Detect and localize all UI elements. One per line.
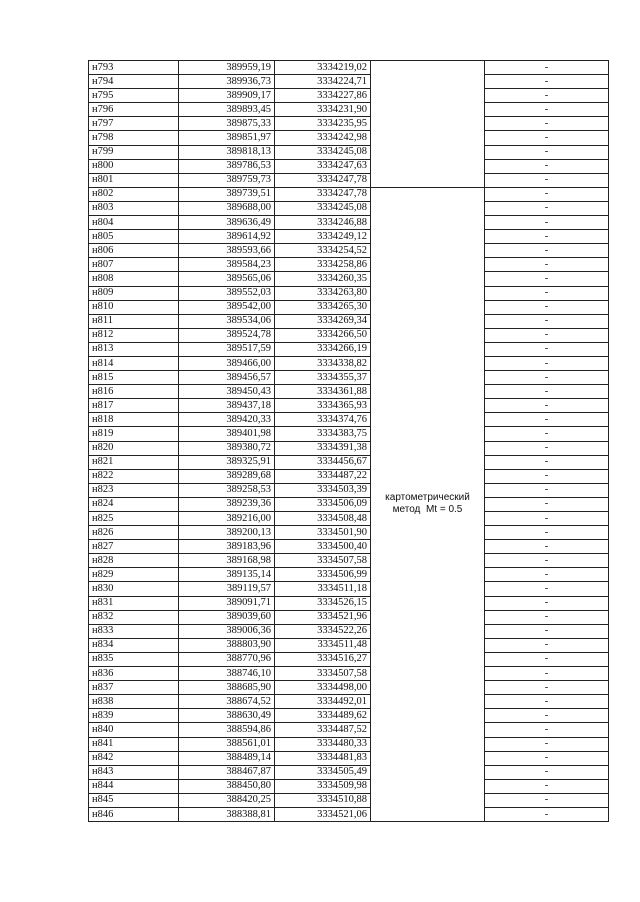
x-coordinate-cell: 388594,86 [179, 723, 275, 737]
table-row [89, 624, 609, 638]
table-row [89, 807, 609, 821]
table-row [89, 413, 609, 427]
table-row [89, 103, 609, 117]
x-coordinate-cell: 389450,43 [179, 385, 275, 399]
y-coordinate-cell: 3334487,52 [275, 723, 371, 737]
y-coordinate-cell: 3334254,52 [275, 244, 371, 258]
point-id-cell: н819 [89, 427, 179, 441]
y-coordinate-cell: 3334509,98 [275, 779, 371, 793]
point-id-cell: н815 [89, 371, 179, 385]
y-coordinate-cell: 3334355,37 [275, 371, 371, 385]
x-coordinate-cell: 389466,00 [179, 356, 275, 370]
dash-cell: - [485, 103, 609, 117]
table-row [89, 681, 609, 695]
x-coordinate-cell: 389534,06 [179, 314, 275, 328]
y-coordinate-cell: 3334511,48 [275, 638, 371, 652]
dash-cell: - [485, 483, 609, 497]
dash-cell: - [485, 441, 609, 455]
point-id-cell: н813 [89, 342, 179, 356]
point-id-cell: н796 [89, 103, 179, 117]
x-coordinate-cell: 389614,92 [179, 230, 275, 244]
x-coordinate-cell: 388803,90 [179, 638, 275, 652]
y-coordinate-cell: 3334224,71 [275, 75, 371, 89]
y-coordinate-cell: 3334487,22 [275, 469, 371, 483]
dash-cell: - [485, 793, 609, 807]
dash-cell: - [485, 526, 609, 540]
table-row [89, 610, 609, 624]
point-id-cell: н804 [89, 216, 179, 230]
table-row [89, 159, 609, 173]
table-row [89, 737, 609, 751]
point-id-cell: н829 [89, 568, 179, 582]
point-id-cell: н806 [89, 244, 179, 258]
method-cell-group-1 [371, 61, 485, 188]
y-coordinate-cell: 3334263,80 [275, 286, 371, 300]
x-coordinate-cell: 389936,73 [179, 75, 275, 89]
y-coordinate-cell: 3334231,90 [275, 103, 371, 117]
dash-cell: - [485, 89, 609, 103]
y-coordinate-cell: 3334481,83 [275, 751, 371, 765]
y-coordinate-cell: 3334492,01 [275, 695, 371, 709]
y-coordinate-cell: 3334383,75 [275, 427, 371, 441]
point-id-cell: н793 [89, 61, 179, 75]
y-coordinate-cell: 3334480,33 [275, 737, 371, 751]
dash-cell: - [485, 145, 609, 159]
dash-cell: - [485, 272, 609, 286]
y-coordinate-cell: 3334526,15 [275, 596, 371, 610]
y-coordinate-cell: 3334242,98 [275, 131, 371, 145]
point-id-cell: н840 [89, 723, 179, 737]
point-id-cell: н800 [89, 159, 179, 173]
point-id-cell: н846 [89, 807, 179, 821]
y-coordinate-cell: 3334227,86 [275, 89, 371, 103]
table-row [89, 131, 609, 145]
point-id-cell: н844 [89, 779, 179, 793]
x-coordinate-cell: 389006,36 [179, 624, 275, 638]
x-coordinate-cell: 388630,49 [179, 709, 275, 723]
x-coordinate-cell: 389959,19 [179, 61, 275, 75]
dash-cell: - [485, 695, 609, 709]
point-id-cell: н811 [89, 314, 179, 328]
table-row [89, 582, 609, 596]
y-coordinate-cell: 3334516,27 [275, 652, 371, 666]
point-id-cell: н828 [89, 554, 179, 568]
point-id-cell: н816 [89, 385, 179, 399]
point-id-cell: н824 [89, 497, 179, 511]
table-row [89, 779, 609, 793]
table-row [89, 596, 609, 610]
x-coordinate-cell: 389216,00 [179, 512, 275, 526]
x-coordinate-cell: 389168,98 [179, 554, 275, 568]
table-row [89, 89, 609, 103]
x-coordinate-cell: 389542,00 [179, 300, 275, 314]
x-coordinate-cell: 389325,91 [179, 455, 275, 469]
x-coordinate-cell: 389401,98 [179, 427, 275, 441]
point-id-cell: н822 [89, 469, 179, 483]
dash-cell: - [485, 385, 609, 399]
y-coordinate-cell: 3334365,93 [275, 399, 371, 413]
table-row [89, 695, 609, 709]
table-row [89, 483, 609, 497]
table-row [89, 286, 609, 300]
dash-cell: - [485, 667, 609, 681]
dash-cell: - [485, 455, 609, 469]
x-coordinate-cell: 389584,23 [179, 258, 275, 272]
table-row [89, 554, 609, 568]
x-coordinate-cell: 388685,90 [179, 681, 275, 695]
point-id-cell: н795 [89, 89, 179, 103]
table-row [89, 328, 609, 342]
point-id-cell: н834 [89, 638, 179, 652]
table-row [89, 427, 609, 441]
dash-cell: - [485, 638, 609, 652]
x-coordinate-cell: 389875,33 [179, 117, 275, 131]
x-coordinate-cell: 389456,57 [179, 371, 275, 385]
x-coordinate-cell: 389200,13 [179, 526, 275, 540]
x-coordinate-cell: 388746,10 [179, 667, 275, 681]
x-coordinate-cell: 389786,53 [179, 159, 275, 173]
table-row [89, 540, 609, 554]
dash-cell: - [485, 540, 609, 554]
dash-cell: - [485, 652, 609, 666]
table-row [89, 469, 609, 483]
dash-cell: - [485, 258, 609, 272]
table-row [89, 385, 609, 399]
point-id-cell: н838 [89, 695, 179, 709]
table-row [89, 216, 609, 230]
dash-cell: - [485, 173, 609, 187]
x-coordinate-cell: 389289,68 [179, 469, 275, 483]
y-coordinate-cell: 3334489,62 [275, 709, 371, 723]
point-id-cell: н803 [89, 201, 179, 215]
y-coordinate-cell: 3334338,82 [275, 356, 371, 370]
x-coordinate-cell: 389759,73 [179, 173, 275, 187]
dash-cell: - [485, 610, 609, 624]
dash-cell: - [485, 216, 609, 230]
dash-cell: - [485, 765, 609, 779]
table-row [89, 497, 609, 511]
table-row [89, 75, 609, 89]
y-coordinate-cell: 3334249,12 [275, 230, 371, 244]
table-row [89, 709, 609, 723]
point-id-cell: н798 [89, 131, 179, 145]
y-coordinate-cell: 3334507,58 [275, 554, 371, 568]
point-id-cell: н832 [89, 610, 179, 624]
y-coordinate-cell: 3334258,86 [275, 258, 371, 272]
x-coordinate-cell: 389437,18 [179, 399, 275, 413]
table-row [89, 512, 609, 526]
point-id-cell: н836 [89, 667, 179, 681]
y-coordinate-cell: 3334219,02 [275, 61, 371, 75]
dash-cell: - [485, 723, 609, 737]
dash-cell: - [485, 117, 609, 131]
point-id-cell: н833 [89, 624, 179, 638]
point-id-cell: н843 [89, 765, 179, 779]
y-coordinate-cell: 3334507,58 [275, 667, 371, 681]
y-coordinate-cell: 3334245,08 [275, 201, 371, 215]
dash-cell: - [485, 807, 609, 821]
table-row [89, 230, 609, 244]
dash-cell: - [485, 596, 609, 610]
dash-cell: - [485, 512, 609, 526]
point-id-cell: н807 [89, 258, 179, 272]
table-row [89, 455, 609, 469]
point-id-cell: н845 [89, 793, 179, 807]
x-coordinate-cell: 388770,96 [179, 652, 275, 666]
dash-cell: - [485, 681, 609, 695]
table-row [89, 638, 609, 652]
table-row [89, 187, 609, 201]
x-coordinate-cell: 389593,66 [179, 244, 275, 258]
point-id-cell: н826 [89, 526, 179, 540]
y-coordinate-cell: 3334505,49 [275, 765, 371, 779]
table-row [89, 272, 609, 286]
y-coordinate-cell: 3334266,50 [275, 328, 371, 342]
coordinates-table-body [89, 61, 609, 822]
point-id-cell: н842 [89, 751, 179, 765]
point-id-cell: н825 [89, 512, 179, 526]
y-coordinate-cell: 3334521,06 [275, 807, 371, 821]
y-coordinate-cell: 3334501,90 [275, 526, 371, 540]
x-coordinate-cell: 389851,97 [179, 131, 275, 145]
point-id-cell: н812 [89, 328, 179, 342]
point-id-cell: н827 [89, 540, 179, 554]
point-id-cell: н835 [89, 652, 179, 666]
table-row [89, 173, 609, 187]
point-id-cell: н818 [89, 413, 179, 427]
x-coordinate-cell: 388674,52 [179, 695, 275, 709]
x-coordinate-cell: 388450,80 [179, 779, 275, 793]
y-coordinate-cell: 3334235,95 [275, 117, 371, 131]
table-row [89, 371, 609, 385]
x-coordinate-cell: 389119,57 [179, 582, 275, 596]
table-row [89, 526, 609, 540]
dash-cell: - [485, 554, 609, 568]
dash-cell: - [485, 286, 609, 300]
point-id-cell: н808 [89, 272, 179, 286]
table-row [89, 751, 609, 765]
point-id-cell: н817 [89, 399, 179, 413]
table-row [89, 342, 609, 356]
y-coordinate-cell: 3334391,38 [275, 441, 371, 455]
table-row [89, 258, 609, 272]
table-row [89, 399, 609, 413]
table-row [89, 314, 609, 328]
y-coordinate-cell: 3334260,35 [275, 272, 371, 286]
point-id-cell: н805 [89, 230, 179, 244]
point-id-cell: н837 [89, 681, 179, 695]
y-coordinate-cell: 3334247,78 [275, 173, 371, 187]
y-coordinate-cell: 3334374,76 [275, 413, 371, 427]
dash-cell: - [485, 709, 609, 723]
x-coordinate-cell: 389909,17 [179, 89, 275, 103]
y-coordinate-cell: 3334500,40 [275, 540, 371, 554]
x-coordinate-cell: 389517,59 [179, 342, 275, 356]
x-coordinate-cell: 389039,60 [179, 610, 275, 624]
x-coordinate-cell: 389893,45 [179, 103, 275, 117]
point-id-cell: н823 [89, 483, 179, 497]
dash-cell: - [485, 371, 609, 385]
x-coordinate-cell: 389135,14 [179, 568, 275, 582]
dash-cell: - [485, 342, 609, 356]
table-row [89, 117, 609, 131]
y-coordinate-cell: 3334266,19 [275, 342, 371, 356]
point-id-cell: н799 [89, 145, 179, 159]
point-id-cell: н831 [89, 596, 179, 610]
y-coordinate-cell: 3334269,34 [275, 314, 371, 328]
point-id-cell: н809 [89, 286, 179, 300]
x-coordinate-cell: 389258,53 [179, 483, 275, 497]
x-coordinate-cell: 388420,25 [179, 793, 275, 807]
x-coordinate-cell: 388489,14 [179, 751, 275, 765]
y-coordinate-cell: 3334521,96 [275, 610, 371, 624]
dash-cell: - [485, 356, 609, 370]
x-coordinate-cell: 389739,51 [179, 187, 275, 201]
x-coordinate-cell: 389091,71 [179, 596, 275, 610]
point-id-cell: н839 [89, 709, 179, 723]
y-coordinate-cell: 3334361,88 [275, 385, 371, 399]
y-coordinate-cell: 3334245,08 [275, 145, 371, 159]
y-coordinate-cell: 3334503,39 [275, 483, 371, 497]
method-label-line-2: метод Mt = 0.5 [392, 504, 463, 516]
point-id-cell: н830 [89, 582, 179, 596]
dash-cell: - [485, 159, 609, 173]
dash-cell: - [485, 427, 609, 441]
x-coordinate-cell: 389688,00 [179, 201, 275, 215]
dash-cell: - [485, 131, 609, 145]
dash-cell: - [485, 201, 609, 215]
point-id-cell: н814 [89, 356, 179, 370]
dash-cell: - [485, 624, 609, 638]
table-row [89, 201, 609, 215]
x-coordinate-cell: 388388,81 [179, 807, 275, 821]
dash-cell: - [485, 568, 609, 582]
x-coordinate-cell: 389239,36 [179, 497, 275, 511]
dash-cell: - [485, 328, 609, 342]
y-coordinate-cell: 3334506,09 [275, 497, 371, 511]
y-coordinate-cell: 3334247,78 [275, 187, 371, 201]
table-row [89, 61, 609, 75]
dash-cell: - [485, 469, 609, 483]
y-coordinate-cell: 3334522,26 [275, 624, 371, 638]
x-coordinate-cell: 389636,49 [179, 216, 275, 230]
dash-cell: - [485, 61, 609, 75]
x-coordinate-cell: 388561,01 [179, 737, 275, 751]
x-coordinate-cell: 389380,72 [179, 441, 275, 455]
table-row [89, 765, 609, 779]
dash-cell: - [485, 230, 609, 244]
dash-cell: - [485, 413, 609, 427]
point-id-cell: н802 [89, 187, 179, 201]
dash-cell: - [485, 751, 609, 765]
y-coordinate-cell: 3334506,99 [275, 568, 371, 582]
y-coordinate-cell: 3334508,48 [275, 512, 371, 526]
point-id-cell: н820 [89, 441, 179, 455]
x-coordinate-cell: 389552,03 [179, 286, 275, 300]
point-id-cell: н801 [89, 173, 179, 187]
dash-cell: - [485, 187, 609, 201]
table-row [89, 667, 609, 681]
dash-cell: - [485, 779, 609, 793]
table-row [89, 300, 609, 314]
x-coordinate-cell: 388467,87 [179, 765, 275, 779]
point-id-cell: н841 [89, 737, 179, 751]
y-coordinate-cell: 3334456,67 [275, 455, 371, 469]
point-id-cell: н821 [89, 455, 179, 469]
dash-cell: - [485, 582, 609, 596]
dash-cell: - [485, 300, 609, 314]
method-label-line-1: картометрический [385, 492, 470, 504]
table-row [89, 652, 609, 666]
point-id-cell: н810 [89, 300, 179, 314]
y-coordinate-cell: 3334511,18 [275, 582, 371, 596]
x-coordinate-cell: 389524,78 [179, 328, 275, 342]
dash-cell: - [485, 244, 609, 258]
x-coordinate-cell: 389818,13 [179, 145, 275, 159]
table-row [89, 244, 609, 258]
coordinates-table [88, 60, 609, 822]
table-row [89, 723, 609, 737]
table-row [89, 145, 609, 159]
dash-cell: - [485, 399, 609, 413]
y-coordinate-cell: 3334246,88 [275, 216, 371, 230]
dash-cell: - [485, 75, 609, 89]
dash-cell: - [485, 737, 609, 751]
y-coordinate-cell: 3334510,88 [275, 793, 371, 807]
dash-cell: - [485, 314, 609, 328]
y-coordinate-cell: 3334498,00 [275, 681, 371, 695]
table-row [89, 441, 609, 455]
y-coordinate-cell: 3334247,63 [275, 159, 371, 173]
point-id-cell: н794 [89, 75, 179, 89]
y-coordinate-cell: 3334265,30 [275, 300, 371, 314]
x-coordinate-cell: 389183,96 [179, 540, 275, 554]
point-id-cell: н797 [89, 117, 179, 131]
dash-cell: - [485, 497, 609, 511]
table-row [89, 568, 609, 582]
method-cell-group-2 [371, 187, 485, 821]
x-coordinate-cell: 389565,06 [179, 272, 275, 286]
table-row [89, 356, 609, 370]
table-row [89, 793, 609, 807]
x-coordinate-cell: 389420,33 [179, 413, 275, 427]
